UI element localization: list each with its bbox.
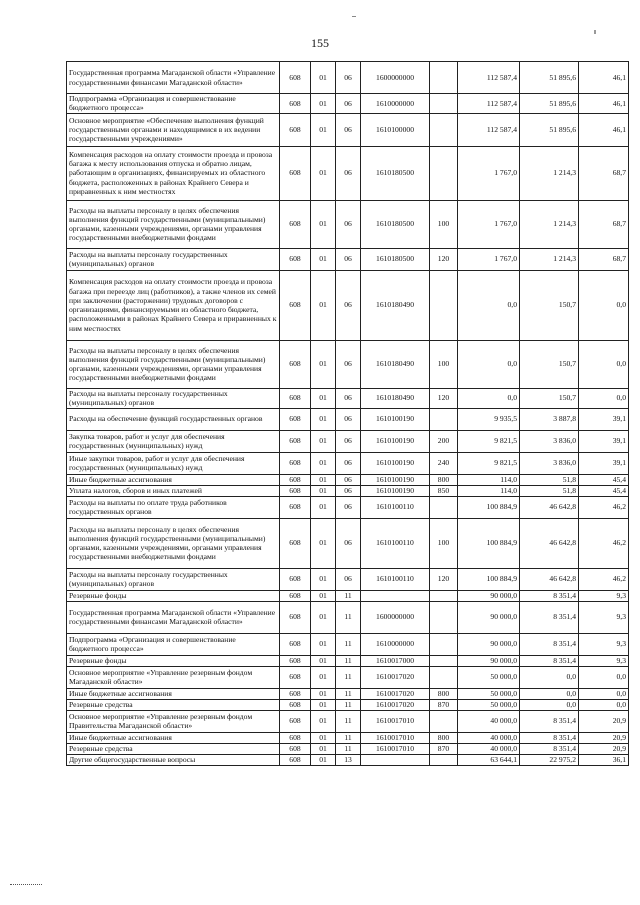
row-csr-code: 1610180490 (361, 340, 430, 388)
table-row (67, 568, 629, 590)
row-percent: 9,3 (579, 655, 629, 666)
table-row (67, 699, 629, 710)
row-percent: 68,7 (579, 200, 629, 248)
row-fact-value: 1 214,3 (520, 146, 579, 200)
row-percent: 0,0 (579, 688, 629, 699)
row-csr-code: 1610100190 (361, 408, 430, 430)
row-rz-code: 01 (311, 496, 336, 518)
row-plan-value: 63 644,1 (458, 754, 520, 765)
row-percent: 0,0 (579, 270, 629, 340)
row-name: Компенсация расходов на оплату стоимости проезда и провоза багажа к месту использования отпуска и обратно лицам, работающим в организациях, финансируемых из областного бюджета, расположенных в районах Крайнего Севера и приравненных к ним местностях (67, 146, 280, 200)
row-pr-code: 06 (336, 568, 361, 590)
row-vr-code: 850 (430, 485, 458, 496)
table-row (67, 62, 629, 94)
row-fact-value: 51 895,6 (520, 113, 579, 146)
row-csr-code: 1610000000 (361, 94, 430, 114)
row-gr-code: 608 (280, 340, 311, 388)
row-csr-code: 1610100190 (361, 430, 430, 452)
row-name: Государственная программа Магаданской области «Управление государственными финансами Магаданской области» (67, 62, 280, 94)
table-row (67, 113, 629, 146)
row-pr-code: 06 (336, 62, 361, 94)
row-csr-code: 1610100190 (361, 485, 430, 496)
row-plan-value: 1 767,0 (458, 248, 520, 270)
row-plan-value: 90 000,0 (458, 655, 520, 666)
row-name: Подпрограмма «Организация и совершенствование бюджетного процесса» (67, 633, 280, 655)
row-name: Уплата налогов, сборов и иных платежей (67, 485, 280, 496)
row-fact-value: 8 351,4 (520, 633, 579, 655)
table-row (67, 340, 629, 388)
row-csr-code: 1610100110 (361, 568, 430, 590)
row-name: Иные бюджетные ассигнования (67, 732, 280, 743)
row-vr-code (430, 62, 458, 94)
row-vr-code: 120 (430, 248, 458, 270)
row-pr-code: 11 (336, 732, 361, 743)
row-fact-value: 8 351,4 (520, 601, 579, 633)
row-fact-value: 0,0 (520, 688, 579, 699)
row-pr-code: 06 (336, 94, 361, 114)
row-csr-code: 1610100110 (361, 496, 430, 518)
row-pr-code: 11 (336, 633, 361, 655)
row-plan-value: 112 587,4 (458, 94, 520, 114)
row-percent: 9,3 (579, 601, 629, 633)
table-row (67, 270, 629, 340)
row-fact-value: 3 887,8 (520, 408, 579, 430)
row-gr-code: 608 (280, 518, 311, 568)
row-pr-code: 06 (336, 113, 361, 146)
row-rz-code: 01 (311, 655, 336, 666)
table-row (67, 732, 629, 743)
row-plan-value: 9 935,5 (458, 408, 520, 430)
row-fact-value: 1 214,3 (520, 200, 579, 248)
row-name: Расходы на выплаты персоналу в целях обеспечения выполнения функций государственными (муниципальными) органами, казенными учреждениями, органами управления государственными внебюджетными фондами (67, 518, 280, 568)
row-rz-code: 01 (311, 666, 336, 688)
row-vr-code: 120 (430, 388, 458, 408)
row-percent: 0,0 (579, 388, 629, 408)
row-plan-value: 100 884,9 (458, 496, 520, 518)
row-vr-code (430, 270, 458, 340)
row-gr-code: 608 (280, 62, 311, 94)
row-pr-code: 06 (336, 270, 361, 340)
row-rz-code: 01 (311, 62, 336, 94)
row-name: Расходы на выплаты персоналу государственных (муниципальных) органов (67, 388, 280, 408)
row-rz-code: 01 (311, 340, 336, 388)
row-csr-code: 1610180500 (361, 248, 430, 270)
row-csr-code: 1610017020 (361, 666, 430, 688)
row-plan-value: 90 000,0 (458, 601, 520, 633)
row-rz-code: 01 (311, 94, 336, 114)
row-fact-value: 51 895,6 (520, 94, 579, 114)
row-rz-code: 01 (311, 590, 336, 601)
row-name: Расходы на выплаты по оплате труда работников государственных органов (67, 496, 280, 518)
row-pr-code: 06 (336, 430, 361, 452)
row-percent: 0,0 (579, 666, 629, 688)
row-csr-code: 1610100190 (361, 474, 430, 485)
row-percent: 45,4 (579, 474, 629, 485)
row-percent: 46,1 (579, 62, 629, 94)
table-row (67, 94, 629, 114)
row-fact-value: 8 351,4 (520, 655, 579, 666)
row-name: Иные бюджетные ассигнования (67, 474, 280, 485)
row-pr-code: 11 (336, 590, 361, 601)
row-percent: 46,2 (579, 518, 629, 568)
row-vr-code (430, 113, 458, 146)
row-pr-code: 13 (336, 754, 361, 765)
row-vr-code (430, 94, 458, 114)
row-plan-value: 114,0 (458, 474, 520, 485)
row-percent: 0,0 (579, 699, 629, 710)
row-vr-code: 800 (430, 688, 458, 699)
row-rz-code: 01 (311, 270, 336, 340)
row-name: Государственная программа Магаданской области «Управление государственными финансами Магаданской области» (67, 601, 280, 633)
row-rz-code: 01 (311, 633, 336, 655)
row-name: Расходы на выплаты персоналу государственных (муниципальных) органов (67, 568, 280, 590)
row-percent: 46,1 (579, 94, 629, 114)
row-gr-code: 608 (280, 452, 311, 474)
row-percent: 68,7 (579, 146, 629, 200)
row-vr-code (430, 754, 458, 765)
row-plan-value: 1 767,0 (458, 146, 520, 200)
row-gr-code: 608 (280, 601, 311, 633)
table-row (67, 633, 629, 655)
row-csr-code: 1600000000 (361, 62, 430, 94)
table-row (67, 590, 629, 601)
row-pr-code: 11 (336, 655, 361, 666)
row-vr-code (430, 655, 458, 666)
row-plan-value: 40 000,0 (458, 710, 520, 732)
row-name: Резервные средства (67, 699, 280, 710)
row-fact-value: 46 642,8 (520, 496, 579, 518)
row-fact-value: 46 642,8 (520, 518, 579, 568)
table-row (67, 666, 629, 688)
row-fact-value: 0,0 (520, 699, 579, 710)
row-gr-code: 608 (280, 688, 311, 699)
row-csr-code: 1600000000 (361, 601, 430, 633)
row-plan-value: 40 000,0 (458, 732, 520, 743)
row-gr-code: 608 (280, 146, 311, 200)
row-csr-code: 1610017010 (361, 710, 430, 732)
row-csr-code: 1610180500 (361, 146, 430, 200)
row-vr-code (430, 633, 458, 655)
row-rz-code: 01 (311, 146, 336, 200)
footer-mark (10, 884, 42, 886)
row-percent: 68,7 (579, 248, 629, 270)
row-pr-code: 11 (336, 699, 361, 710)
row-plan-value: 0,0 (458, 340, 520, 388)
row-plan-value: 100 884,9 (458, 568, 520, 590)
row-plan-value: 114,0 (458, 485, 520, 496)
table-row (67, 200, 629, 248)
row-pr-code: 11 (336, 743, 361, 754)
row-plan-value: 50 000,0 (458, 688, 520, 699)
row-pr-code: 11 (336, 601, 361, 633)
row-rz-code: 01 (311, 568, 336, 590)
row-percent: 0,0 (579, 340, 629, 388)
row-rz-code: 01 (311, 518, 336, 568)
budget-table (66, 61, 629, 766)
row-percent: 46,2 (579, 496, 629, 518)
row-name: Основное мероприятие «Управление резервным фондом Магаданской области» (67, 666, 280, 688)
row-name: Расходы на выплаты персоналу государственных (муниципальных) органов (67, 248, 280, 270)
row-fact-value: 8 351,4 (520, 743, 579, 754)
row-fact-value: 3 836,0 (520, 430, 579, 452)
row-csr-code: 1610017020 (361, 699, 430, 710)
row-rz-code: 01 (311, 732, 336, 743)
row-pr-code: 06 (336, 485, 361, 496)
row-vr-code: 200 (430, 430, 458, 452)
row-vr-code: 100 (430, 340, 458, 388)
row-plan-value: 9 821,5 (458, 430, 520, 452)
row-gr-code: 608 (280, 496, 311, 518)
row-name: Иные закупки товаров, работ и услуг для обеспечения государственных (муниципальных) нужд (67, 452, 280, 474)
table-row (67, 655, 629, 666)
row-csr-code: 1610180490 (361, 388, 430, 408)
table-row (67, 452, 629, 474)
row-pr-code: 11 (336, 688, 361, 699)
row-csr-code: 1610017020 (361, 688, 430, 699)
table-row (67, 743, 629, 754)
scan-mark (594, 30, 596, 34)
row-fact-value: 8 351,4 (520, 732, 579, 743)
row-percent: 20,9 (579, 710, 629, 732)
row-pr-code: 06 (336, 496, 361, 518)
row-name: Основное мероприятие «Управление резервным фондом Правительства Магаданской области» (67, 710, 280, 732)
row-plan-value: 50 000,0 (458, 699, 520, 710)
row-rz-code: 01 (311, 743, 336, 754)
row-rz-code: 01 (311, 388, 336, 408)
row-rz-code: 01 (311, 474, 336, 485)
row-fact-value: 51 895,6 (520, 62, 579, 94)
table-row (67, 474, 629, 485)
table-row (67, 485, 629, 496)
table-row (67, 518, 629, 568)
row-vr-code: 870 (430, 743, 458, 754)
row-pr-code: 06 (336, 408, 361, 430)
row-gr-code: 608 (280, 699, 311, 710)
row-name: Расходы на обеспечение функций государственных органов (67, 408, 280, 430)
row-percent: 39,1 (579, 430, 629, 452)
row-vr-code: 800 (430, 474, 458, 485)
row-pr-code: 06 (336, 518, 361, 568)
row-plan-value: 90 000,0 (458, 590, 520, 601)
row-pr-code: 06 (336, 388, 361, 408)
row-pr-code: 11 (336, 666, 361, 688)
row-name: Компенсация расходов на оплату стоимости проезда и провоза багажа при переезде лиц (работников), а также членов их семей при заключении (расторжении) трудовых договоров с организациями, финансируемыми из областного бюджета, расположенными в районах Крайнего Севера и приравненных к ним местностях (67, 270, 280, 340)
row-gr-code: 608 (280, 408, 311, 430)
row-gr-code: 608 (280, 248, 311, 270)
row-fact-value: 150,7 (520, 270, 579, 340)
row-plan-value: 40 000,0 (458, 743, 520, 754)
row-percent: 39,1 (579, 408, 629, 430)
row-fact-value: 1 214,3 (520, 248, 579, 270)
row-fact-value: 150,7 (520, 388, 579, 408)
row-gr-code: 608 (280, 200, 311, 248)
row-name: Резервные фонды (67, 655, 280, 666)
row-fact-value: 51,8 (520, 474, 579, 485)
row-fact-value: 22 975,2 (520, 754, 579, 765)
table-row (67, 408, 629, 430)
row-gr-code: 608 (280, 113, 311, 146)
row-vr-code: 800 (430, 732, 458, 743)
table-row (67, 430, 629, 452)
table-row (67, 710, 629, 732)
row-csr-code: 1610000000 (361, 633, 430, 655)
row-fact-value: 0,0 (520, 666, 579, 688)
row-csr-code (361, 590, 430, 601)
row-gr-code: 608 (280, 754, 311, 765)
table-row (67, 248, 629, 270)
row-gr-code: 608 (280, 710, 311, 732)
row-gr-code: 608 (280, 633, 311, 655)
row-rz-code: 01 (311, 430, 336, 452)
row-plan-value: 50 000,0 (458, 666, 520, 688)
row-rz-code: 01 (311, 113, 336, 146)
row-fact-value: 150,7 (520, 340, 579, 388)
row-pr-code: 06 (336, 474, 361, 485)
row-gr-code: 608 (280, 474, 311, 485)
row-pr-code: 06 (336, 200, 361, 248)
row-plan-value: 100 884,9 (458, 518, 520, 568)
row-csr-code: 1610180490 (361, 270, 430, 340)
row-rz-code: 01 (311, 754, 336, 765)
row-vr-code: 240 (430, 452, 458, 474)
row-vr-code: 120 (430, 568, 458, 590)
table-row (67, 754, 629, 765)
row-plan-value: 0,0 (458, 388, 520, 408)
row-gr-code: 608 (280, 655, 311, 666)
row-pr-code: 06 (336, 340, 361, 388)
row-rz-code: 01 (311, 248, 336, 270)
row-name: Закупка товаров, работ и услуг для обеспечения государственных (муниципальных) нужд (67, 430, 280, 452)
row-percent: 36,1 (579, 754, 629, 765)
row-name: Расходы на выплаты персоналу в целях обеспечения выполнения функций государственными (муниципальными) органами, казенными учреждениями, органами управления государственными внебюджетными фондами (67, 200, 280, 248)
row-gr-code: 608 (280, 94, 311, 114)
row-rz-code: 01 (311, 408, 336, 430)
row-plan-value: 1 767,0 (458, 200, 520, 248)
row-percent: 46,1 (579, 113, 629, 146)
row-fact-value: 51,8 (520, 485, 579, 496)
row-csr-code (361, 754, 430, 765)
row-name: Другие общегосударственные вопросы (67, 754, 280, 765)
row-pr-code: 06 (336, 248, 361, 270)
row-gr-code: 608 (280, 485, 311, 496)
row-pr-code: 06 (336, 452, 361, 474)
row-vr-code (430, 666, 458, 688)
row-plan-value: 90 000,0 (458, 633, 520, 655)
row-rz-code: 01 (311, 601, 336, 633)
row-plan-value: 112 587,4 (458, 113, 520, 146)
row-percent: 45,4 (579, 485, 629, 496)
row-vr-code (430, 146, 458, 200)
row-percent: 46,2 (579, 568, 629, 590)
row-csr-code: 1610017010 (361, 732, 430, 743)
row-name: Основное мероприятие «Обеспечение выполнения функций государственными органами и находящимися в их ведении государственными учреждениями» (67, 113, 280, 146)
row-vr-code: 100 (430, 518, 458, 568)
row-csr-code: 1610017000 (361, 655, 430, 666)
row-csr-code: 1610100190 (361, 452, 430, 474)
row-gr-code: 608 (280, 590, 311, 601)
row-fact-value: 8 351,4 (520, 590, 579, 601)
row-percent: 20,9 (579, 732, 629, 743)
row-percent: 39,1 (579, 452, 629, 474)
table-row (67, 601, 629, 633)
row-rz-code: 01 (311, 710, 336, 732)
row-gr-code: 608 (280, 270, 311, 340)
row-csr-code: 1610180500 (361, 200, 430, 248)
row-pr-code: 06 (336, 146, 361, 200)
row-name: Иные бюджетные ассигнования (67, 688, 280, 699)
row-rz-code: 01 (311, 688, 336, 699)
row-vr-code (430, 496, 458, 518)
row-csr-code: 1610017010 (361, 743, 430, 754)
row-vr-code: 870 (430, 699, 458, 710)
row-rz-code: 01 (311, 699, 336, 710)
row-percent: 9,3 (579, 633, 629, 655)
row-csr-code: 1610100110 (361, 518, 430, 568)
row-gr-code: 608 (280, 666, 311, 688)
row-gr-code: 608 (280, 732, 311, 743)
page-number: 155 (311, 36, 329, 50)
table-row (67, 496, 629, 518)
row-gr-code: 608 (280, 568, 311, 590)
row-rz-code: 01 (311, 200, 336, 248)
row-plan-value: 112 587,4 (458, 62, 520, 94)
row-rz-code: 01 (311, 485, 336, 496)
row-name: Резервные фонды (67, 590, 280, 601)
row-csr-code: 1610100000 (361, 113, 430, 146)
row-vr-code (430, 710, 458, 732)
row-vr-code: 100 (430, 200, 458, 248)
row-name: Подпрограмма «Организация и совершенствование бюджетного процесса» (67, 94, 280, 114)
row-percent: 9,3 (579, 590, 629, 601)
row-gr-code: 608 (280, 743, 311, 754)
row-name: Резервные средства (67, 743, 280, 754)
row-gr-code: 608 (280, 388, 311, 408)
row-vr-code (430, 590, 458, 601)
table-row (67, 388, 629, 408)
row-vr-code (430, 408, 458, 430)
table-row (67, 688, 629, 699)
scan-mark (352, 16, 356, 17)
row-vr-code (430, 601, 458, 633)
row-name: Расходы на выплаты персоналу в целях обеспечения выполнения функций государственными (муниципальными) органами, казенными учреждениями, органами управления государственными внебюджетными фондами (67, 340, 280, 388)
row-fact-value: 3 836,0 (520, 452, 579, 474)
row-rz-code: 01 (311, 452, 336, 474)
table-row (67, 146, 629, 200)
row-fact-value: 46 642,8 (520, 568, 579, 590)
row-plan-value: 9 821,5 (458, 452, 520, 474)
row-gr-code: 608 (280, 430, 311, 452)
row-plan-value: 0,0 (458, 270, 520, 340)
row-fact-value: 8 351,4 (520, 710, 579, 732)
row-percent: 20,9 (579, 743, 629, 754)
row-pr-code: 11 (336, 710, 361, 732)
budget-table-body (67, 62, 629, 766)
